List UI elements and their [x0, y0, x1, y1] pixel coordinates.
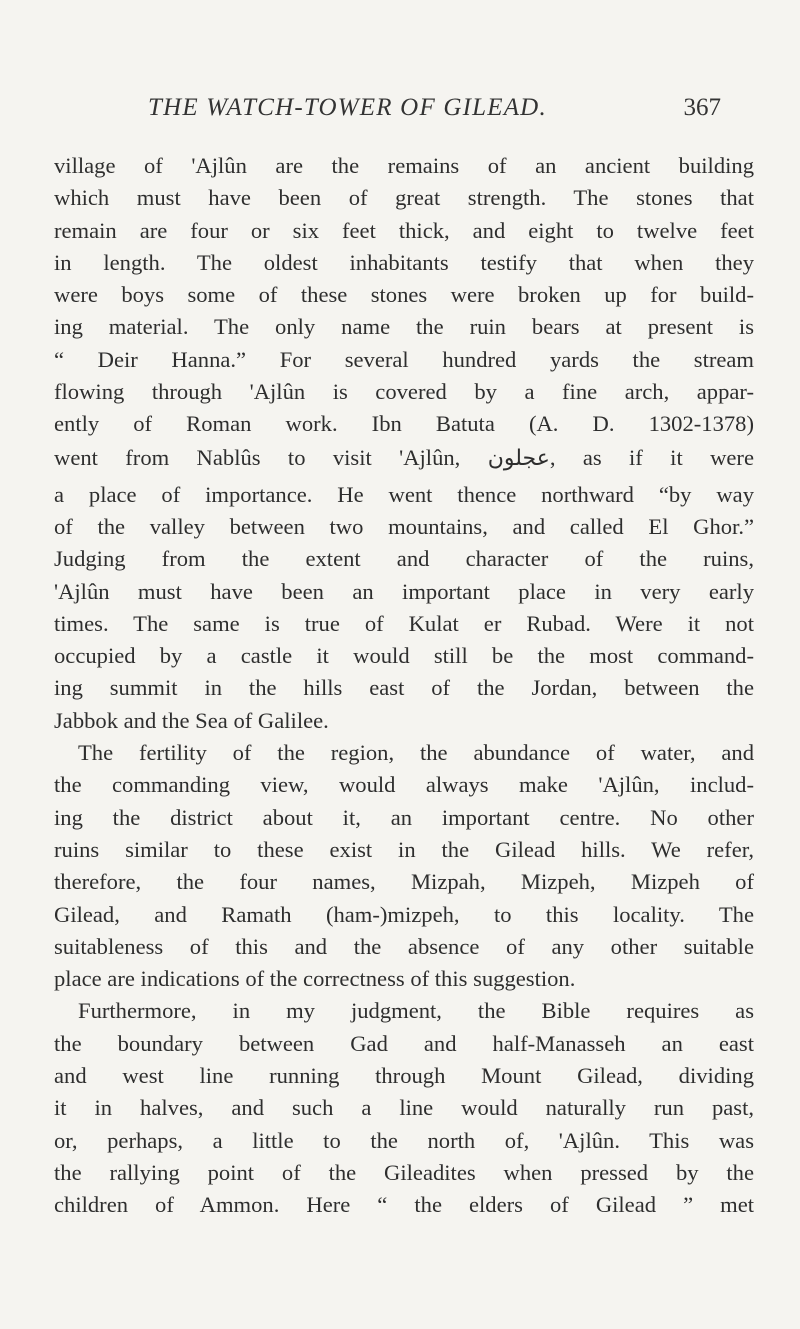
- text-line: children of Ammon. Here “ the elders of Gilead ” met: [54, 1192, 754, 1218]
- text-line: it in halves, and such a line would naturally run past,: [54, 1095, 754, 1121]
- text-line-with-arabic: [54, 441, 754, 479]
- text-line: Furthermore, in my judgment, the Bible requires as: [78, 998, 754, 1024]
- text-line: in length. The oldest inhabitants testify that when they: [54, 249, 754, 275]
- text-line: and west line running through Mount Gilead, dividing: [54, 1063, 754, 1089]
- text-line: Judging from the extent and character of the ruins,: [54, 546, 754, 572]
- text-line: a place of importance. He went thence northward “by way: [54, 481, 754, 507]
- body-text: [54, 150, 754, 1222]
- text-line: ently of Roman work. Ibn Batuta (A. D. 1302-1378): [54, 411, 754, 437]
- text-line: ing the district about it, an important centre. No other: [54, 804, 754, 830]
- text-line: or, perhaps, a little to the north of, 'Ajlûn. This was: [54, 1127, 754, 1153]
- text-line: “ Deir Hanna.” For several hundred yards the stream: [54, 346, 754, 372]
- text-line: therefore, the four names, Mizpah, Mizpeh, Mizpeh of: [54, 869, 754, 895]
- text-line: times. The same is true of Kulat er Rubad. Were it not: [54, 610, 754, 636]
- text-line: remain are four or six feet thick, and eight to twelve feet: [54, 217, 754, 243]
- text-line: of the valley between two mountains, and called El Ghor.”: [54, 513, 754, 539]
- text-line: Jabbok and the Sea of Galilee.: [54, 707, 329, 733]
- text-line: Gilead, and Ramath (ham-)mizpeh, to this locality. The: [54, 901, 754, 927]
- arabic-line-before: went from Nablûs to visit 'Ajlûn,: [54, 444, 461, 470]
- text-line: village of 'Ajlûn are the remains of an ancient building: [54, 153, 754, 178]
- text-line: ing summit in the hills east of the Jordan, between the: [54, 675, 754, 701]
- text-line: the commanding view, would always make 'Ajlûn, includ-: [54, 772, 754, 798]
- text-line: place are indications of the correctness of this suggestion.: [54, 966, 576, 992]
- text-line: suitableness of this and the absence of any other suitable: [54, 933, 754, 959]
- text-line: occupied by a castle it would still be the most command-: [54, 643, 754, 669]
- text-line: which must have been of great strength. The stones that: [54, 185, 754, 211]
- text-line: were boys some of these stones were broken up for build-: [54, 282, 754, 308]
- text-line: flowing through 'Ajlûn is covered by a fine arch, appar-: [54, 379, 754, 405]
- text-line: 'Ajlûn must have been an important place in very early: [54, 578, 754, 604]
- text-line: ing material. The only name the ruin bears at present is: [54, 314, 754, 340]
- text-line: the boundary between Gad and half-Manasseh an east: [54, 1030, 754, 1056]
- arabic-line-after: , as if it were: [549, 444, 754, 470]
- text-line: the rallying point of the Gileadites when pressed by the: [54, 1159, 754, 1185]
- page-header: [0, 94, 800, 134]
- text-line: ruins similar to these exist in the Gilead hills. We refer,: [54, 836, 754, 862]
- arabic-word: عجلون: [487, 445, 550, 471]
- running-title: THE WATCH-TOWER OF GILEAD.: [148, 94, 547, 121]
- page-number: 367: [683, 94, 721, 121]
- text-line: The fertility of the region, the abundance of water, and: [78, 740, 754, 766]
